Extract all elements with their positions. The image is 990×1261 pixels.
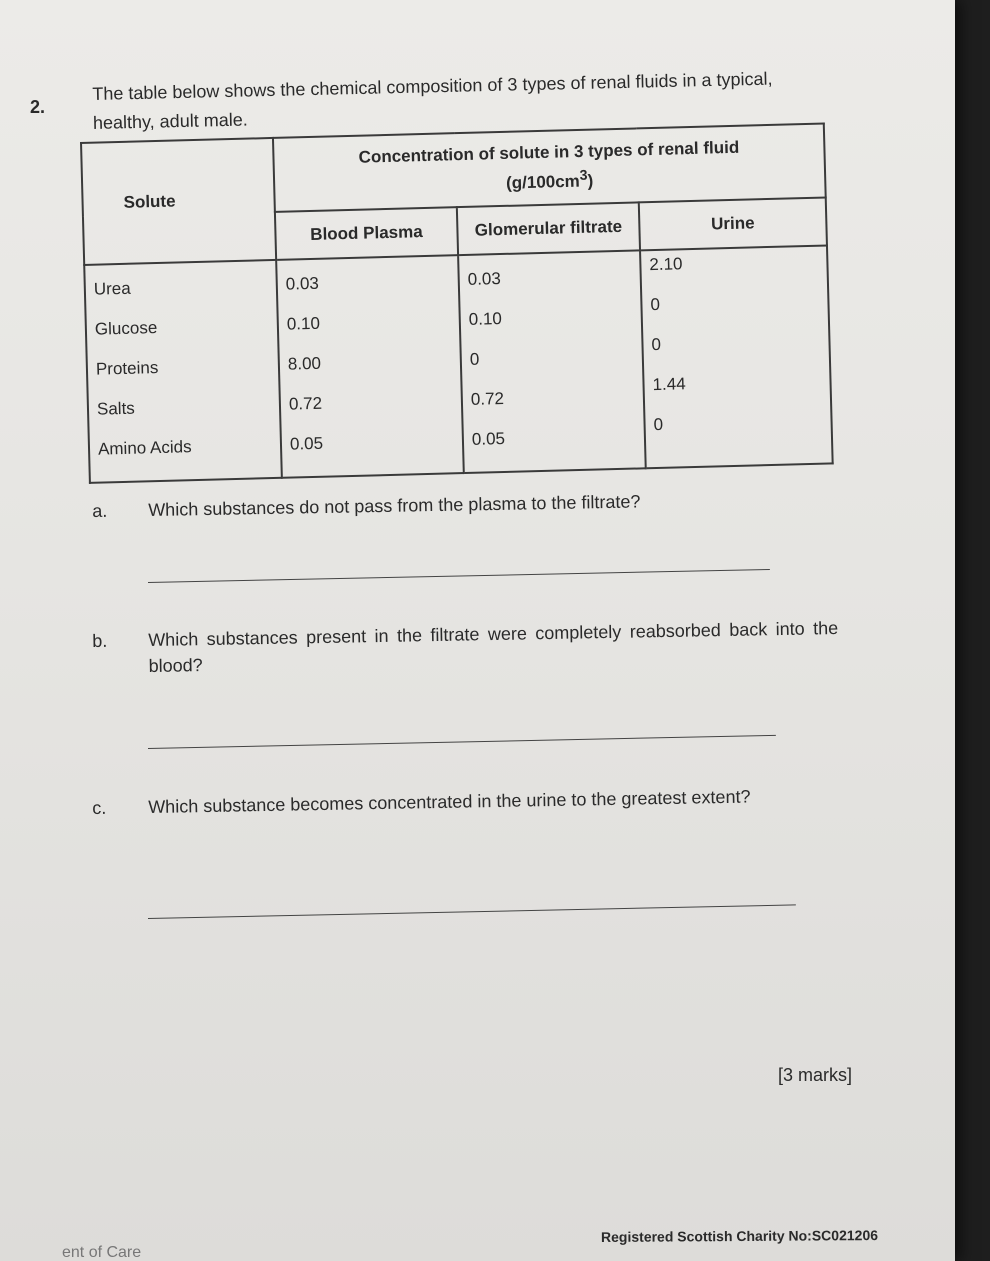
question-intro: The table below shows the chemical composition of 3 types of renal fluids in a typical, healthy, adult male. [92, 68, 773, 133]
subquestion-label: c. [92, 797, 107, 818]
urine-column [640, 245, 833, 468]
header-blood-plasma: Blood Plasma [275, 207, 458, 260]
subquestion-a [92, 486, 792, 521]
filtrate-value: 0.03 [467, 269, 502, 289]
filtrate-value: 0 [469, 349, 480, 369]
subquestion-text: Which substances do not pass from the plasma to the filtrate? [148, 491, 641, 521]
subquestion-text: Which substances present in the filtrate were completely reabsorbed back into the blood? [148, 617, 839, 677]
subquestion-b [92, 615, 839, 677]
solute-name: Glucose [94, 318, 158, 339]
answer-line-a[interactable] [148, 569, 770, 583]
header-concentration-line1: Concentration of solute in 3 types of renal fluid [358, 137, 740, 167]
filtrate-value: 0.72 [470, 388, 505, 409]
header-glomerular-filtrate: Glomerular filtrate [457, 202, 640, 255]
urine-value: 0 [653, 414, 664, 435]
plasma-value: 0.72 [288, 393, 323, 414]
urine-value: 0 [650, 294, 661, 315]
subquestion-text: Which substance becomes concentrated in the urine to the greatest extent? [148, 786, 751, 818]
urine-value: 1.44 [652, 374, 686, 395]
subquestion-c [92, 782, 842, 818]
header-unit-close: ) [587, 171, 594, 191]
solute-column [84, 260, 282, 483]
renal-fluid-table [80, 122, 834, 483]
plasma-value: 0.05 [289, 433, 324, 454]
header-urine: Urine [639, 197, 827, 250]
plasma-value: 8.00 [287, 353, 322, 374]
filtrate-value: 0.10 [468, 309, 503, 329]
corner-text: ent of Care [62, 1244, 142, 1261]
urine-value: 0 [651, 334, 662, 355]
solute-name: Salts [96, 398, 136, 419]
subquestion-label: b. [92, 630, 108, 651]
glomerular-filtrate-column [458, 250, 646, 473]
plasma-value: 0.03 [285, 273, 320, 294]
subquestion-label: a. [92, 500, 108, 521]
header-unit-superscript: 3 [579, 167, 588, 185]
blood-plasma-column [276, 255, 464, 478]
answer-line-b[interactable] [148, 735, 776, 749]
solute-name: Urea [93, 278, 131, 299]
marks-label: [3 marks] [778, 1065, 853, 1085]
header-concentration-unit: (g/100cm [505, 171, 581, 193]
plasma-value: 0.10 [286, 313, 321, 334]
solute-name: Proteins [95, 358, 159, 379]
urine-value: 2.10 [649, 254, 683, 275]
answer-line-c[interactable] [148, 904, 796, 919]
charity-footer: Registered Scottish Charity No:SC021206 [600, 1227, 879, 1245]
filtrate-value: 0.05 [471, 428, 506, 449]
solute-name: Amino Acids [97, 437, 192, 459]
question-number: 2. [30, 97, 46, 117]
header-solute: Solute [81, 138, 276, 265]
